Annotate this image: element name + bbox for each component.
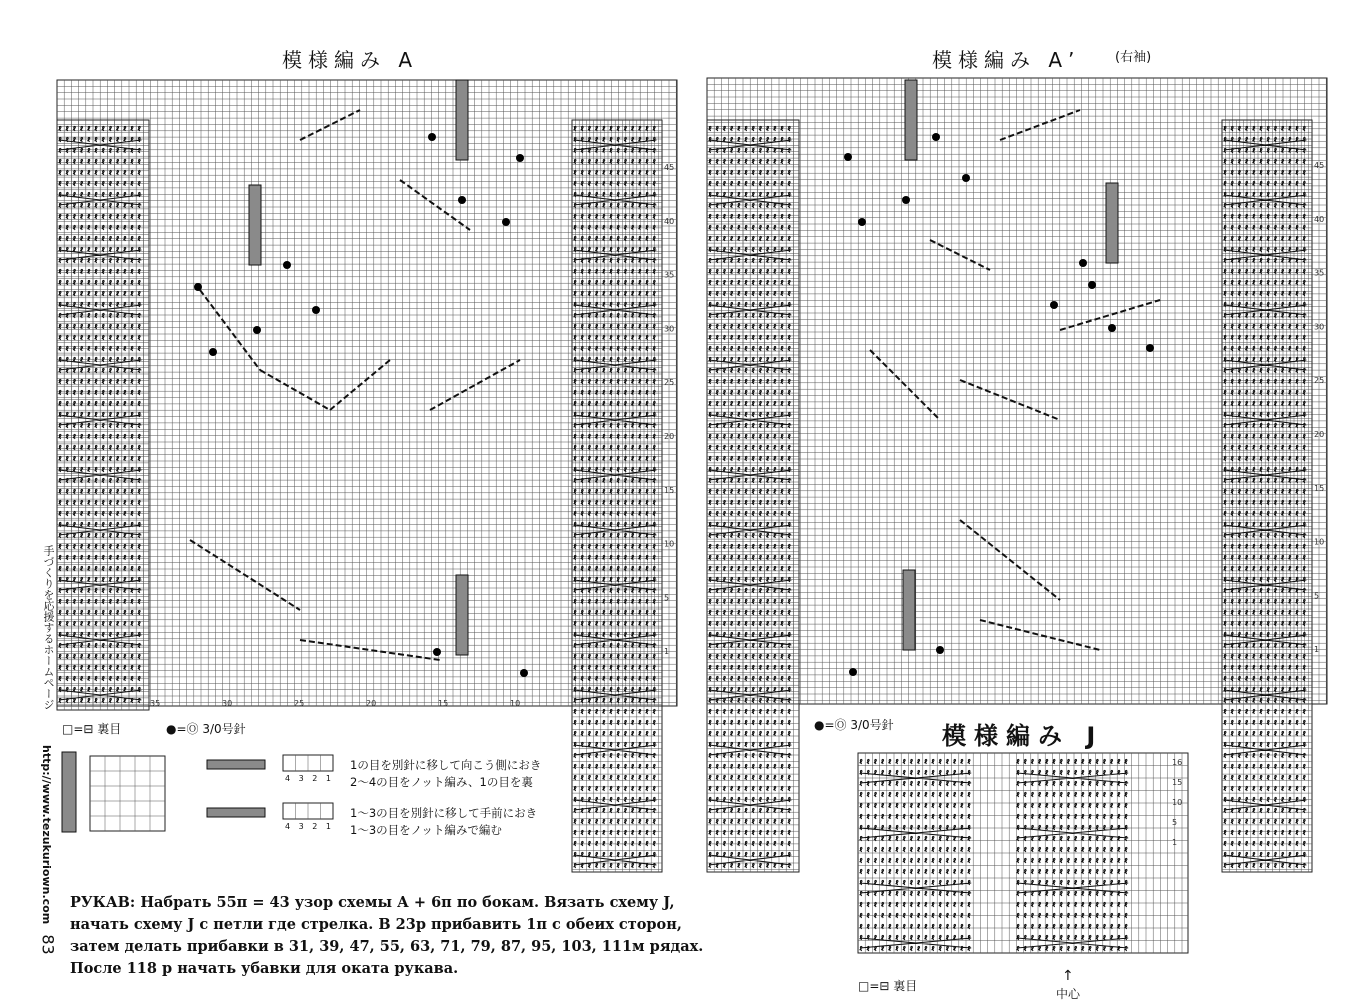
chart-a-prime-needle-dot: [1146, 344, 1154, 352]
chart-a-prime-needle-dot: [844, 153, 852, 161]
cable-left-stitch-numbers: 4 3 2 1: [285, 774, 334, 783]
chart-a-needle-dot: [253, 326, 261, 334]
chart-a-needle-dot: [516, 154, 524, 162]
chart-a-prime-subtitle: (右袖): [1115, 50, 1152, 65]
chart-j-row-tick: 10: [1172, 798, 1183, 807]
legend-cable-left-swatch: [207, 760, 265, 769]
chart-j-title: 模様編み J: [942, 722, 1104, 750]
chart-j-right-twist-column: [1017, 759, 1129, 951]
chart-a-col-tick: 20: [366, 699, 377, 708]
chart-a-prime-grid: [707, 78, 1327, 704]
chart-a-prime-cable-line: [870, 350, 940, 420]
chart-a-prime-needle-dot: [1108, 324, 1116, 332]
chart-a-row-tick: 40: [664, 216, 675, 226]
cable-left-note-1: 1の目を別針に移して向こう側におき: [350, 758, 542, 772]
chart-a-prime-right-band: [1222, 120, 1312, 872]
chart-a-prime-row-tick: 10: [1314, 537, 1325, 547]
center-arrow-icon: ↑: [1062, 968, 1074, 984]
cable-right-note-2: 1〜3の目をノット編みで編む: [350, 823, 502, 837]
chart-a-prime-cable-line: [960, 380, 1060, 420]
page-number: 83: [38, 934, 58, 955]
legend-cable-right-diagram: [283, 803, 333, 819]
sidebar-url[interactable]: http://www.tezukuriown.com: [40, 745, 53, 925]
chart-a-prime-needle-dot: [1050, 301, 1058, 309]
chart-a-prime-cable-bar: [903, 570, 915, 650]
chart-a-prime-needle-dot: [1079, 259, 1087, 267]
chart-a-prime-cable-line: [960, 520, 1060, 600]
chart-a-cable-line: [300, 640, 440, 660]
legend-needle-a: ●=Ⓞ 3/0号針: [166, 722, 246, 736]
chart-a-row-tick: 15: [664, 485, 675, 495]
chart-a-prime-title: 模様編み A’: [932, 48, 1081, 72]
chart-a-title: 模様編み A: [282, 48, 419, 72]
chart-a-row-tick: 45: [664, 163, 675, 172]
chart-a-row-tick: 10: [664, 539, 675, 549]
chart-j-row-tick: 1: [1172, 838, 1178, 847]
chart-a-cable-bar: [249, 185, 261, 265]
chart-a-prime-left-band: [707, 120, 799, 872]
chart-j-row-tick: 5: [1172, 818, 1178, 827]
chart-a-needle-dot: [502, 218, 510, 226]
chart-a-prime-row-tick: 35: [1314, 268, 1325, 278]
chart-a-prime-cable-line: [1000, 110, 1080, 140]
chart-a-row-tick: 35: [664, 270, 675, 280]
chart-j-row-tick: 15: [1172, 778, 1183, 787]
legend-purl-j: □=⊟ 裏目: [858, 979, 918, 993]
chart-a-row-tick: 30: [664, 324, 675, 334]
chart-a-prime-needle-dot: [932, 133, 940, 141]
legend-needle-a-prime: ●=Ⓞ 3/0号針: [814, 718, 894, 732]
chart-a-col-tick: 10: [510, 699, 521, 708]
chart-a-prime-needle-dot: [902, 196, 910, 204]
chart-a-prime-row-tick: 40: [1314, 214, 1325, 224]
chart-a-row-tick: 25: [664, 378, 675, 388]
chart-a-needle-dot: [428, 133, 436, 141]
chart-a-cable-line: [400, 180, 470, 230]
cable-left-note-2: 2〜4の目をノット編み、1の目を裏: [350, 775, 533, 789]
chart-a-prime-row-tick: 1: [1314, 645, 1320, 655]
chart-a-row-tick: 5: [664, 593, 670, 603]
chart-a-prime-row-tick: 30: [1314, 322, 1325, 332]
chart-a-col-tick: 30: [222, 699, 233, 708]
instructions-line-3: затем делать прибавки в 31, 39, 47, 55, 63, 71, 79, 87, 95, 103, 111м рядах.: [70, 938, 704, 955]
cable-right-note-1: 1〜3の目を別針に移して手前におき: [350, 806, 538, 820]
chart-a-cable-bar: [456, 80, 468, 160]
sidebar-site-title: 手づくりを応援するホームページ: [42, 545, 55, 710]
chart-a-needle-dot: [520, 669, 528, 677]
instructions-line-2: начать схему J с петли где стрелка. В 23р прибавить 1п с обеих сторон,: [70, 916, 682, 933]
chart-a-prime-cable-bar: [1106, 183, 1118, 263]
instructions-line-4: После 118 р начать убавки для оката рукава.: [70, 960, 459, 977]
legend-knot-diagram: [90, 756, 165, 831]
chart-j-center-label: 中心: [1056, 987, 1081, 1001]
chart-a-needle-dot: [433, 648, 441, 656]
chart-a-prime-row-tick: 20: [1314, 430, 1325, 439]
chart-a-right-band: [572, 120, 662, 872]
chart-a-prime-cable-bar: [905, 80, 917, 160]
chart-a-needle-dot: [458, 196, 466, 204]
chart-a-prime-row-tick: 25: [1314, 376, 1325, 386]
chart-a-prime-needle-dot: [936, 646, 944, 654]
chart-a-prime-row-tick: 45: [1314, 161, 1325, 170]
legend-cable-left-diagram: [283, 755, 333, 771]
chart-a-col-tick: 35: [150, 699, 161, 708]
legend-knot-bar-swatch: [62, 752, 76, 832]
chart-a-prime-needle-dot: [858, 218, 866, 226]
chart-a-needle-dot: [312, 306, 320, 314]
chart-a-row-tick: 1: [664, 647, 670, 657]
legend-purl-a: □=⊟ 裏目: [62, 722, 122, 736]
instructions-line-1: РУКАВ: Набрать 55п = 43 узор схемы А + 6п по бокам. Вязать схему J,: [70, 894, 675, 911]
chart-a-prime-row-tick: 15: [1314, 483, 1325, 493]
chart-a-cable-bar: [456, 575, 468, 655]
chart-a-prime-needle-dot: [1088, 281, 1096, 289]
chart-a-col-tick: 15: [438, 699, 449, 708]
chart-a-prime-cable-line: [930, 240, 990, 270]
chart-a-row-tick: 20: [664, 432, 675, 441]
chart-a-needle-dot: [209, 348, 217, 356]
chart-j-row-tick: 16: [1172, 758, 1183, 767]
chart-a-prime-cable-line: [980, 620, 1100, 650]
chart-a-col-tick: 25: [294, 699, 305, 708]
cable-right-stitch-numbers: 4 3 2 1: [285, 822, 334, 831]
chart-a-prime-needle-dot: [962, 174, 970, 182]
chart-a-prime-needle-dot: [849, 668, 857, 676]
chart-a-cable-line: [190, 540, 300, 610]
legend-cable-right-swatch: [207, 808, 265, 817]
chart-a-needle-dot: [283, 261, 291, 269]
chart-a-prime-row-tick: 5: [1314, 591, 1320, 601]
